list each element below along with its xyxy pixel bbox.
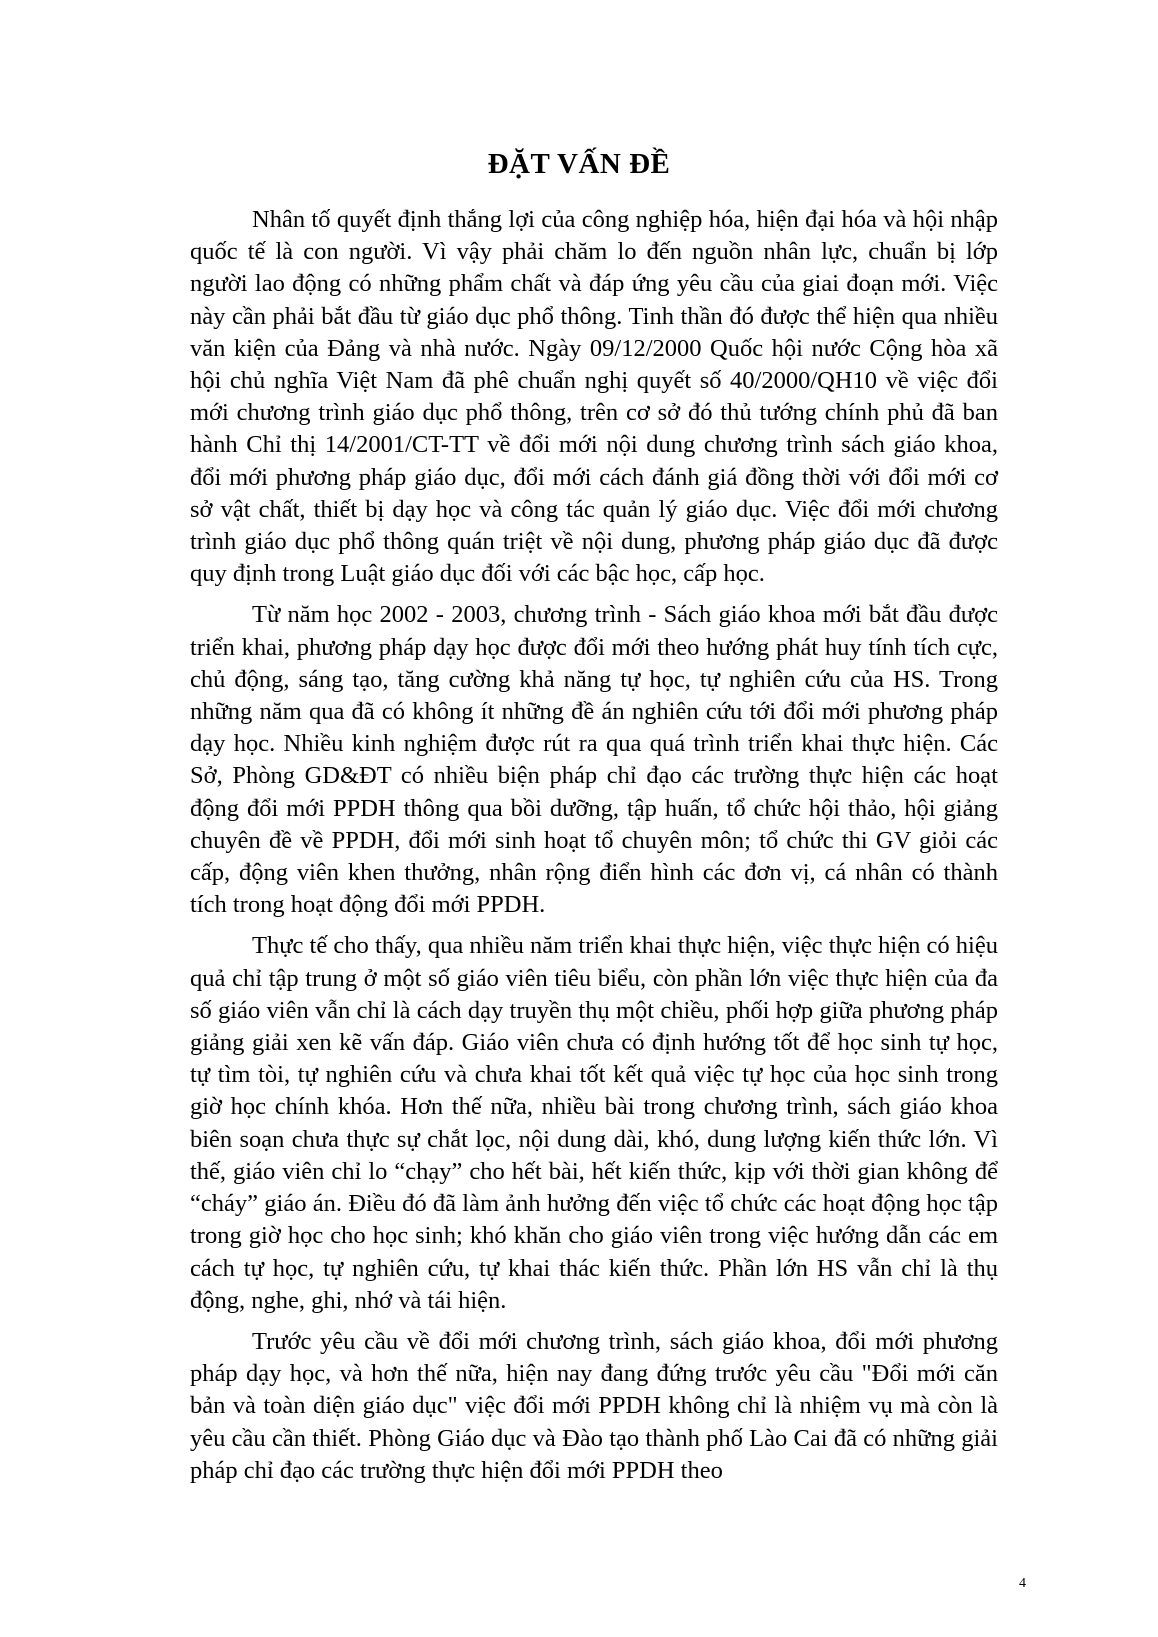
paragraph-2: Từ năm học 2002 - 2003, chương trình - Sách giáo khoa mới bắt đầu được triển khai, phương pháp dạy học được đổi mới theo hướng phát huy tính tích cực, chủ động, sáng tạo, tăng cường khả năng tự học, tự nghiên cứu của HS. Trong những năm qua đã có không ít những đề án nghiên cứu tới đổi mới phương pháp dạy học. Nhiều kinh nghiệm được rút ra qua quá trình triển khai thực hiện. Các Sở, Phòng GD&ĐT có nhiều biện pháp chỉ đạo các trường thực hiện các hoạt động đổi mới PPDH thông qua bồi dưỡng, tập huấn, tổ chức hội thảo, hội giảng chuyên đề về PPDH, đổi mới sinh hoạt tổ chuyên môn; tổ chức thi GV giỏi các cấp, động viên khen thưởng, nhân rộng điển hình các đơn vị, cá nhân có thành tích trong hoạt động đổi mới PPDH. <box>190 601 998 919</box>
document-body <box>190 204 998 1496</box>
paragraph-1: Nhân tố quyết định thắng lợi của công nghiệp hóa, hiện đại hóa và hội nhập quốc tế là con người. Vì vậy phải chăm lo đến nguồn nhân lực, chuẩn bị lớp người lao động có những phẩm chất và đáp ứng yêu cầu của giai đoạn mới. Việc này cần phải bắt đầu từ giáo dục phổ thông. Tinh thần đó được thể hiện qua nhiều văn kiện của Đảng và nhà nước. Ngày 09/12/2000 Quốc hội nước Cộng hòa xã hội chủ nghĩa Việt Nam đã phê chuẩn nghị quyết số 40/2000/QH10 về việc đổi mới chương trình giáo dục phổ thông, trên cơ sở đó thủ tướng chính phủ đã ban hành Chỉ thị 14/2001/CT-TT về đổi mới nội dung chương trình sách giáo khoa, đổi mới phương pháp giáo dục, đổi mới cách đánh giá đồng thời với đổi mới cơ sở vật chất, thiết bị dạy học và công tác quản lý giáo dục. Việc đổi mới chương trình giáo dục phổ thông quán triệt về nội dung, phương pháp giáo dục đã được quy định trong Luật giáo dục đối với các bậc học, cấp học. <box>190 206 998 588</box>
paragraph-4: Trước yêu cầu về đổi mới chương trình, sách giáo khoa, đổi mới phương pháp dạy học, và hơn thế nữa, hiện nay đang đứng trước yêu cầu "Đổi mới căn bản và toàn diện giáo dục" việc đổi mới PPDH không chỉ là nhiệm vụ mà còn là yêu cầu cần thiết. Phòng Giáo dục và Đào tạo thành phố Lào Cai đã có những giải pháp chỉ đạo các trường thực hiện đổi mới PPDH theo <box>190 1327 998 1484</box>
page-number: 4 <box>1019 1576 1026 1591</box>
page-heading: ĐẶT VẤN ĐỀ <box>487 148 671 180</box>
paragraph-3: Thực tế cho thấy, qua nhiều năm triển khai thực hiện, việc thực hiện có hiệu quả chỉ tập trung ở một số giáo viên tiêu biểu, còn phần lớn việc thực hiện của đa số giáo viên vẫn chỉ là cách dạy truyền thụ một chiều, phối hợp giữa phương pháp giảng giải xen kẽ vấn đáp. Giáo viên chưa có định hướng tốt để học sinh tự học, tự tìm tòi, tự nghiên cứu và chưa khai tốt kết quả việc tự học của học sinh trong giờ học chính khóa. Hơn thế nữa, nhiều bài trong chương trình, sách giáo khoa biên soạn chưa thực sự chắt lọc, nội dung dài, khó, dung lượng kiến thức lớn. Vì thế, giáo viên chỉ lo “chạy” cho hết bài, hết kiến thức, kịp với thời gian không để “cháy” giáo án. Điều đó đã làm ảnh hưởng đến việc tổ chức các hoạt động học tập trong giờ học cho học sinh; khó khăn cho giáo viên trong việc hướng dẫn các em cách tự học, tự nghiên cứu, tự khai thác kiến thức. Phần lớn HS vẫn chỉ là thụ động, nghe, ghi, nhớ và tái hiện. <box>190 932 998 1314</box>
